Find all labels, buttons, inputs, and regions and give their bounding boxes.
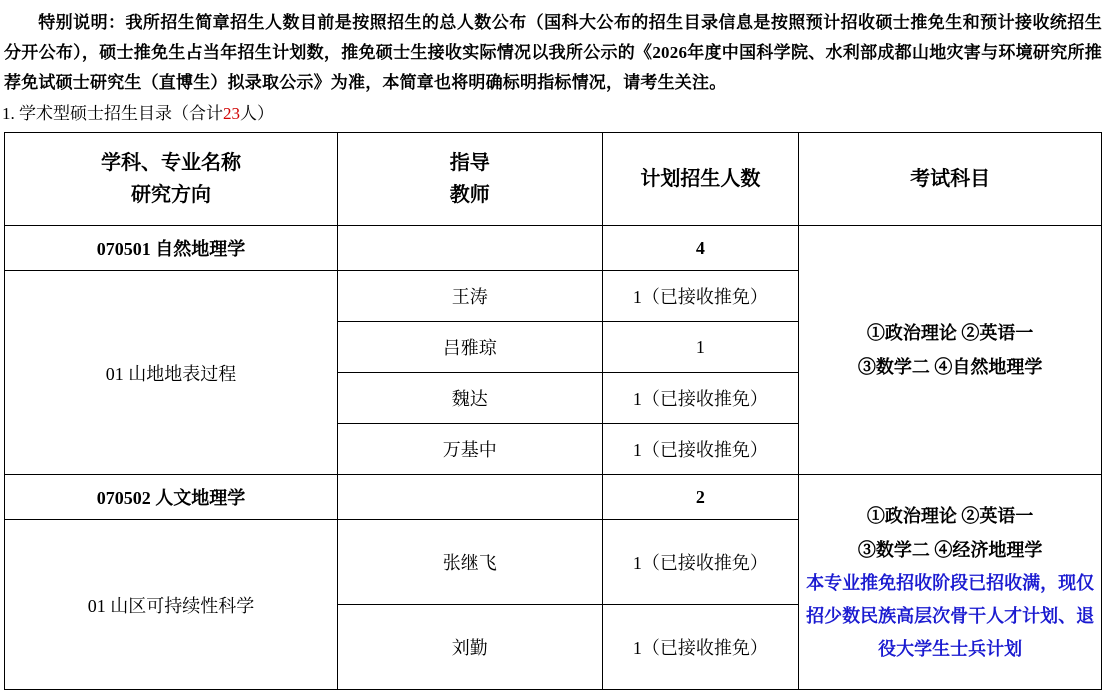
exam-line-1: ①政治理论 ②英语一 xyxy=(866,323,1034,343)
major-exam-cell xyxy=(799,475,1102,690)
major-exam-cell xyxy=(799,226,1102,475)
major-advisor-cell xyxy=(337,226,602,271)
advisor-name: 张继飞 xyxy=(337,520,602,605)
header-advisor xyxy=(337,133,602,226)
header-plan-count xyxy=(602,133,799,226)
table-row xyxy=(5,475,1102,520)
exam-line-2: ③数学二 ④自然地理学 xyxy=(857,357,1043,377)
section-title-count: 23 xyxy=(223,104,240,123)
table-row xyxy=(5,226,1102,271)
advisor-plan: 1（已接收推免） xyxy=(602,605,799,690)
advisor-name: 吕雅琼 xyxy=(337,322,602,373)
admission-catalog-table xyxy=(4,132,1102,690)
header-plan-count-line1: 计划招生人数 xyxy=(640,168,761,190)
direction-cell: 01 山地地表过程 xyxy=(5,271,338,475)
direction-cell: 01 山区可持续性科学 xyxy=(5,520,338,690)
header-advisor-line2: 教师 xyxy=(449,184,490,206)
advisor-name: 万基中 xyxy=(337,424,602,475)
major-plan-cell: 4 xyxy=(602,226,799,271)
major-plan-cell: 2 xyxy=(602,475,799,520)
exam-note: 本专业推免招收阶段已招收满，现仅招少数民族高层次骨干人才计划、退役大学生士兵计划 xyxy=(806,572,1095,659)
advisor-plan: 1（已接收推免） xyxy=(602,271,799,322)
header-exam-subjects-line1: 考试科目 xyxy=(910,168,991,190)
advisor-plan: 1（已接收推免） xyxy=(602,520,799,605)
major-advisor-cell xyxy=(337,475,602,520)
section-title-suffix: 人） xyxy=(240,104,274,123)
major-name-cell: 070501 自然地理学 xyxy=(5,226,338,271)
major-name-cell: 070502 人文地理学 xyxy=(5,475,338,520)
advisor-plan: 1 xyxy=(602,322,799,373)
notice-text: 特别说明：我所招生简章招生人数目前是按照招生的总人数公布（国科大公布的招生目录信息是按照预计招收硕士推免生和预计接收统招生分开公布），硕士推免生占当年招生计划数，推免硕士生接收实际情况以我所公示的《2026年度中国科学院、水利部成都山地灾害与环境研究所推荐免试硕士研究生（直博生）拟录取公示》为准，本简章也将明确标明指标情况，请考生关注。 xyxy=(4,13,1102,92)
header-major-name-line1: 学科、专业名称 xyxy=(100,152,241,174)
section-title-prefix: 1. 学术型硕士招生目录（合计 xyxy=(2,104,223,123)
header-major-name xyxy=(5,133,338,226)
advisor-plan: 1（已接收推免） xyxy=(602,373,799,424)
advisor-name: 刘勤 xyxy=(337,605,602,690)
exam-line-2: ③数学二 ④经济地理学 xyxy=(857,539,1043,560)
advisor-name: 魏达 xyxy=(337,373,602,424)
table-header-row xyxy=(5,133,1102,226)
special-notice xyxy=(0,0,1108,98)
exam-line-1: ①政治理论 ②英语一 xyxy=(866,505,1034,526)
header-exam-subjects xyxy=(799,133,1102,226)
section-title xyxy=(0,98,1108,132)
advisor-plan: 1（已接收推免） xyxy=(602,424,799,475)
advisor-name: 王涛 xyxy=(337,271,602,322)
header-major-name-line2: 研究方向 xyxy=(130,184,211,206)
header-advisor-line1: 指导 xyxy=(449,152,490,174)
